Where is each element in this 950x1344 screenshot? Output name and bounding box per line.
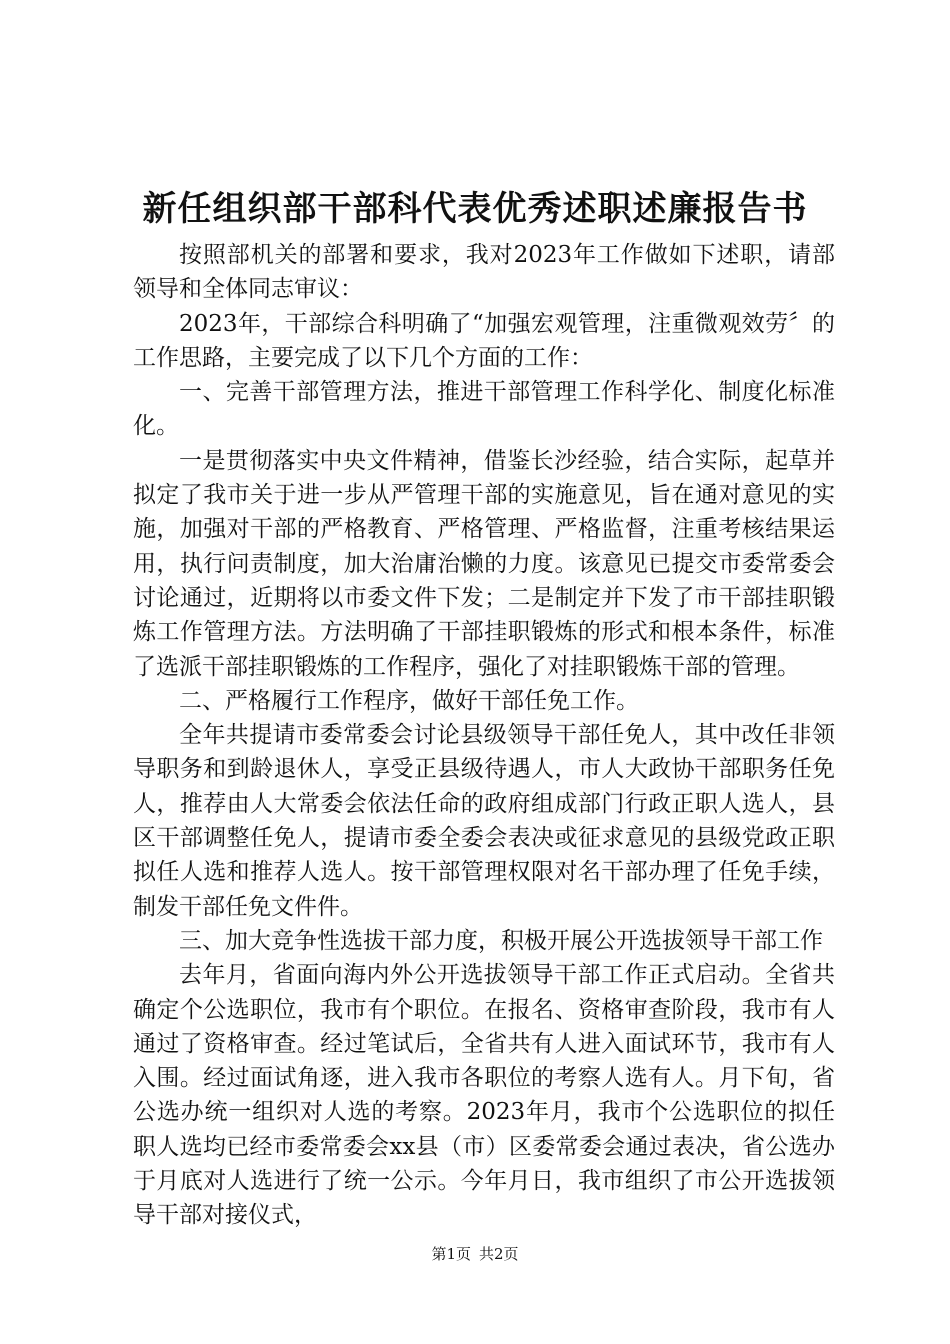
document-title: 新任组织部干部科代表优秀述职述廉报告书 [142, 189, 808, 229]
document-body [133, 238, 835, 1233]
section-heading-2: 二、严格履行工作程序，做好干部任免工作。 [179, 687, 639, 714]
paragraph-section-2: 全年共提请市委常委会讨论县级领导干部任免人，其中改任非领导职务和到龄退休人，享受正县级待遇人，市人大政协干部职务任免人，推荐由人大常委会依法任命的政府组成部门行政正职人选人，县区干部调整任免人，提请市委全委会表决或征求意见的县级党政正职拟任人选和推荐人选人。按干部管理权限对名干部办理了任免手续，制发干部任免文件件。 [133, 722, 835, 920]
page-total: 共2页 [479, 1245, 519, 1263]
page-number: 第1页 [431, 1245, 471, 1263]
section-heading-3: 三、加大竞争性选拔干部力度，积极开展公开选拔领导干部工作 [179, 927, 823, 954]
paragraph-section-1: 一是贯彻落实中央文件精神，借鉴长沙经验，结合实际，起草并拟定了我市关于进一步从严管理干部的实施意见，旨在通对意见的实施，加强对干部的严格教育、严格管理、严格监督，注重考核结果运用，执行问责制度，加大治庸治懒的力度。该意见已提交市委常委会讨论通过，近期将以市委文件下发；二是制定并下发了市干部挂职锻炼工作管理方法。方法明确了干部挂职锻炼的形式和根本条件，标准了选派干部挂职锻炼的工作程序，强化了对挂职锻炼干部的管理。 [133, 447, 835, 680]
paragraph-summary: 2023年，干部综合科明确了“加强宏观管理，注重微观效劳〞的工作思路，主要完成了以下几个方面的工作： [133, 310, 835, 371]
section-heading-1: 一、完善干部管理方法，推进干部管理工作科学化、制度化标准化。 [133, 379, 835, 440]
page-footer [0, 1244, 950, 1264]
paragraph-intro: 按照部机关的部署和要求，我对2023年工作做如下述职，请部领导和全体同志审议： [133, 242, 835, 303]
paragraph-section-3: 去年月，省面向海内外公开选拔领导干部工作正式启动。全省共确定个公选职位，我市有个职位。在报名、资格审查阶段，我市有人通过了资格审查。经过笔试后，全省共有人进入面试环节，我市有人入围。经过面试角逐，进入我市各职位的考察人选有人。月下旬，省公选办统一组织对人选的考察。2023年月，我市个公选职位的拟任职人选均已经市委常委会xx县（市）区委常委会通过表决，省公选办于月底对人选进行了统一公示。今年月日，我市组织了市公开选拔领导干部对接仪式， [133, 962, 835, 1229]
